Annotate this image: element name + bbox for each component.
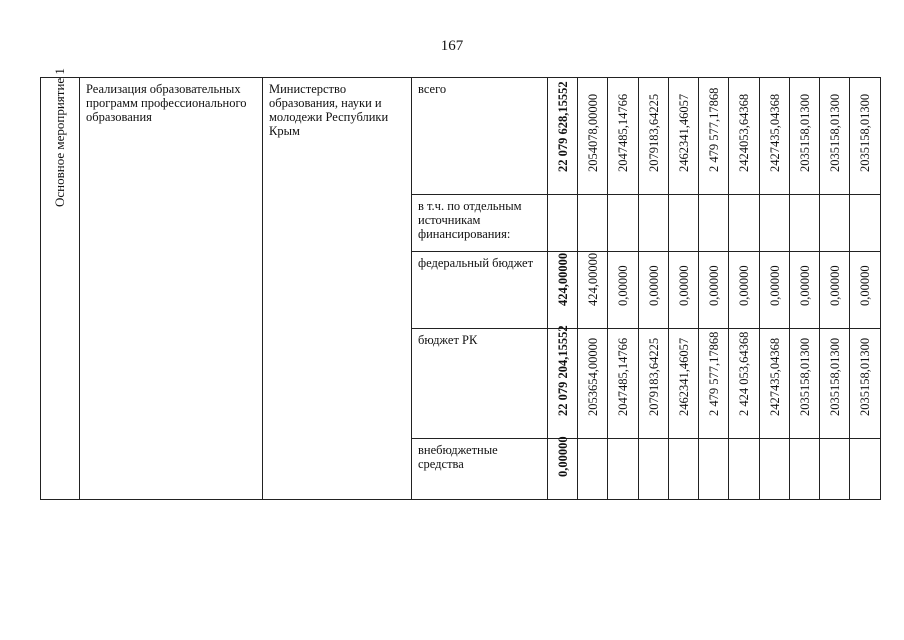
year-value: 2035158,01300 — [858, 337, 872, 416]
year-value-cell — [850, 78, 881, 195]
year-value: 0,00000 — [858, 265, 872, 306]
total-value: 424,00000 — [555, 252, 570, 306]
year-value-cell — [669, 252, 699, 329]
year-value-cell — [820, 329, 850, 439]
year-value-cell — [790, 195, 820, 252]
year-value-cell — [699, 252, 729, 329]
year-value-cell — [608, 329, 639, 439]
year-value-cell — [729, 78, 760, 195]
source-label: бюджет РК — [418, 333, 478, 347]
executor-name: Министерство образования, науки и молодежи Республики Крым — [269, 82, 389, 138]
year-value: 424,00000 — [585, 252, 600, 306]
year-value: 0,00000 — [676, 265, 691, 306]
source-label: всего — [418, 82, 447, 96]
total-value: 22 079 628,15552 — [555, 81, 570, 172]
year-value: 0,00000 — [706, 265, 721, 306]
year-value-cell — [790, 252, 820, 329]
year-value: 2035158,01300 — [858, 93, 872, 172]
year-value-cell — [639, 439, 669, 500]
row-label-cell — [41, 68, 80, 500]
year-value-cell — [820, 195, 850, 252]
row-label: Основное мероприятие 1 — [52, 68, 67, 207]
source-label: федеральный бюджет — [418, 256, 534, 270]
year-value-cell — [850, 329, 881, 439]
year-value: 2427435,04368 — [767, 337, 782, 416]
total-value: 0,00000 — [555, 436, 570, 477]
year-value-cell — [608, 252, 639, 329]
year-value: 2462341,46057 — [676, 337, 691, 416]
year-value: 2079183,64225 — [646, 337, 661, 416]
year-value: 0,00000 — [767, 265, 782, 306]
year-value-cell — [669, 78, 699, 195]
year-value-cell — [669, 329, 699, 439]
year-value-cell — [790, 439, 820, 500]
year-value-cell — [729, 195, 760, 252]
year-value-cell — [760, 329, 790, 439]
source-label: внебюджетные средства — [418, 443, 498, 471]
year-value-cell — [578, 78, 608, 195]
year-value: 2047485,14766 — [616, 93, 630, 172]
year-value: 2047485,14766 — [616, 337, 630, 416]
activity-name: Реализация образовательных программ профессионального образования — [86, 82, 247, 124]
activity-cell — [80, 78, 263, 500]
year-value-cell — [729, 329, 760, 439]
source-label-cell — [412, 329, 548, 439]
year-value-cell — [790, 78, 820, 195]
year-value: 0,00000 — [646, 265, 661, 306]
year-value-cell — [578, 195, 608, 252]
year-value-cell — [760, 439, 790, 500]
year-value-cell — [760, 252, 790, 329]
source-label: в т.ч. по отдельным источникам финансирования: — [418, 199, 522, 241]
year-value: 2427435,04368 — [767, 93, 782, 172]
year-value-cell — [578, 252, 608, 329]
page-number: 167 — [440, 38, 464, 54]
year-value-cell — [699, 439, 729, 500]
year-value: 2053654,00000 — [585, 337, 600, 416]
year-value-cell — [578, 439, 608, 500]
year-value-cell — [820, 439, 850, 500]
table-row — [41, 78, 881, 195]
year-value-cell — [699, 195, 729, 252]
year-value: 2 479 577,17868 — [706, 331, 721, 416]
total-value-cell — [548, 252, 578, 329]
total-value-cell — [548, 78, 578, 195]
budget-table — [40, 68, 881, 500]
source-label-cell — [412, 78, 548, 195]
year-value-cell — [790, 329, 820, 439]
year-value-cell — [699, 329, 729, 439]
year-value: 2 479 577,17868 — [706, 87, 721, 172]
year-value-cell — [760, 195, 790, 252]
source-label-cell — [412, 252, 548, 329]
year-value-cell — [639, 252, 669, 329]
year-value-cell — [760, 78, 790, 195]
year-value-cell — [608, 439, 639, 500]
year-value-cell — [578, 329, 608, 439]
year-value-cell — [820, 78, 850, 195]
year-value: 2035158,01300 — [827, 337, 842, 416]
source-label-cell — [412, 439, 548, 500]
year-value-cell — [820, 252, 850, 329]
executor-cell — [263, 78, 412, 500]
year-value: 2424053,64368 — [737, 93, 751, 172]
year-value-cell — [608, 195, 639, 252]
year-value-cell — [639, 329, 669, 439]
year-value: 0,00000 — [737, 265, 751, 306]
source-label-cell — [412, 195, 548, 252]
year-value: 2035158,01300 — [827, 93, 842, 172]
total-value: 22 079 204,15552 — [555, 325, 570, 416]
year-value-cell — [669, 439, 699, 500]
year-value-cell — [639, 195, 669, 252]
total-value-cell — [548, 325, 578, 439]
year-value: 2035158,01300 — [797, 337, 812, 416]
year-value: 2462341,46057 — [676, 93, 691, 172]
year-value: 0,00000 — [616, 265, 630, 306]
year-value-cell — [639, 78, 669, 195]
year-value-cell — [729, 252, 760, 329]
year-value-cell — [729, 439, 760, 500]
year-value: 0,00000 — [797, 265, 812, 306]
year-value-cell — [850, 195, 881, 252]
year-value: 0,00000 — [827, 265, 842, 306]
year-value: 2054078,00000 — [585, 93, 600, 172]
year-value: 2079183,64225 — [646, 93, 661, 172]
total-value-cell — [548, 436, 578, 500]
total-value-cell — [548, 195, 578, 252]
year-value-cell — [699, 78, 729, 195]
year-value-cell — [669, 195, 699, 252]
year-value: 2 424 053,64368 — [737, 331, 751, 416]
year-value-cell — [608, 78, 639, 195]
year-value-cell — [850, 252, 881, 329]
year-value-cell — [850, 439, 881, 500]
year-value: 2035158,01300 — [797, 93, 812, 172]
